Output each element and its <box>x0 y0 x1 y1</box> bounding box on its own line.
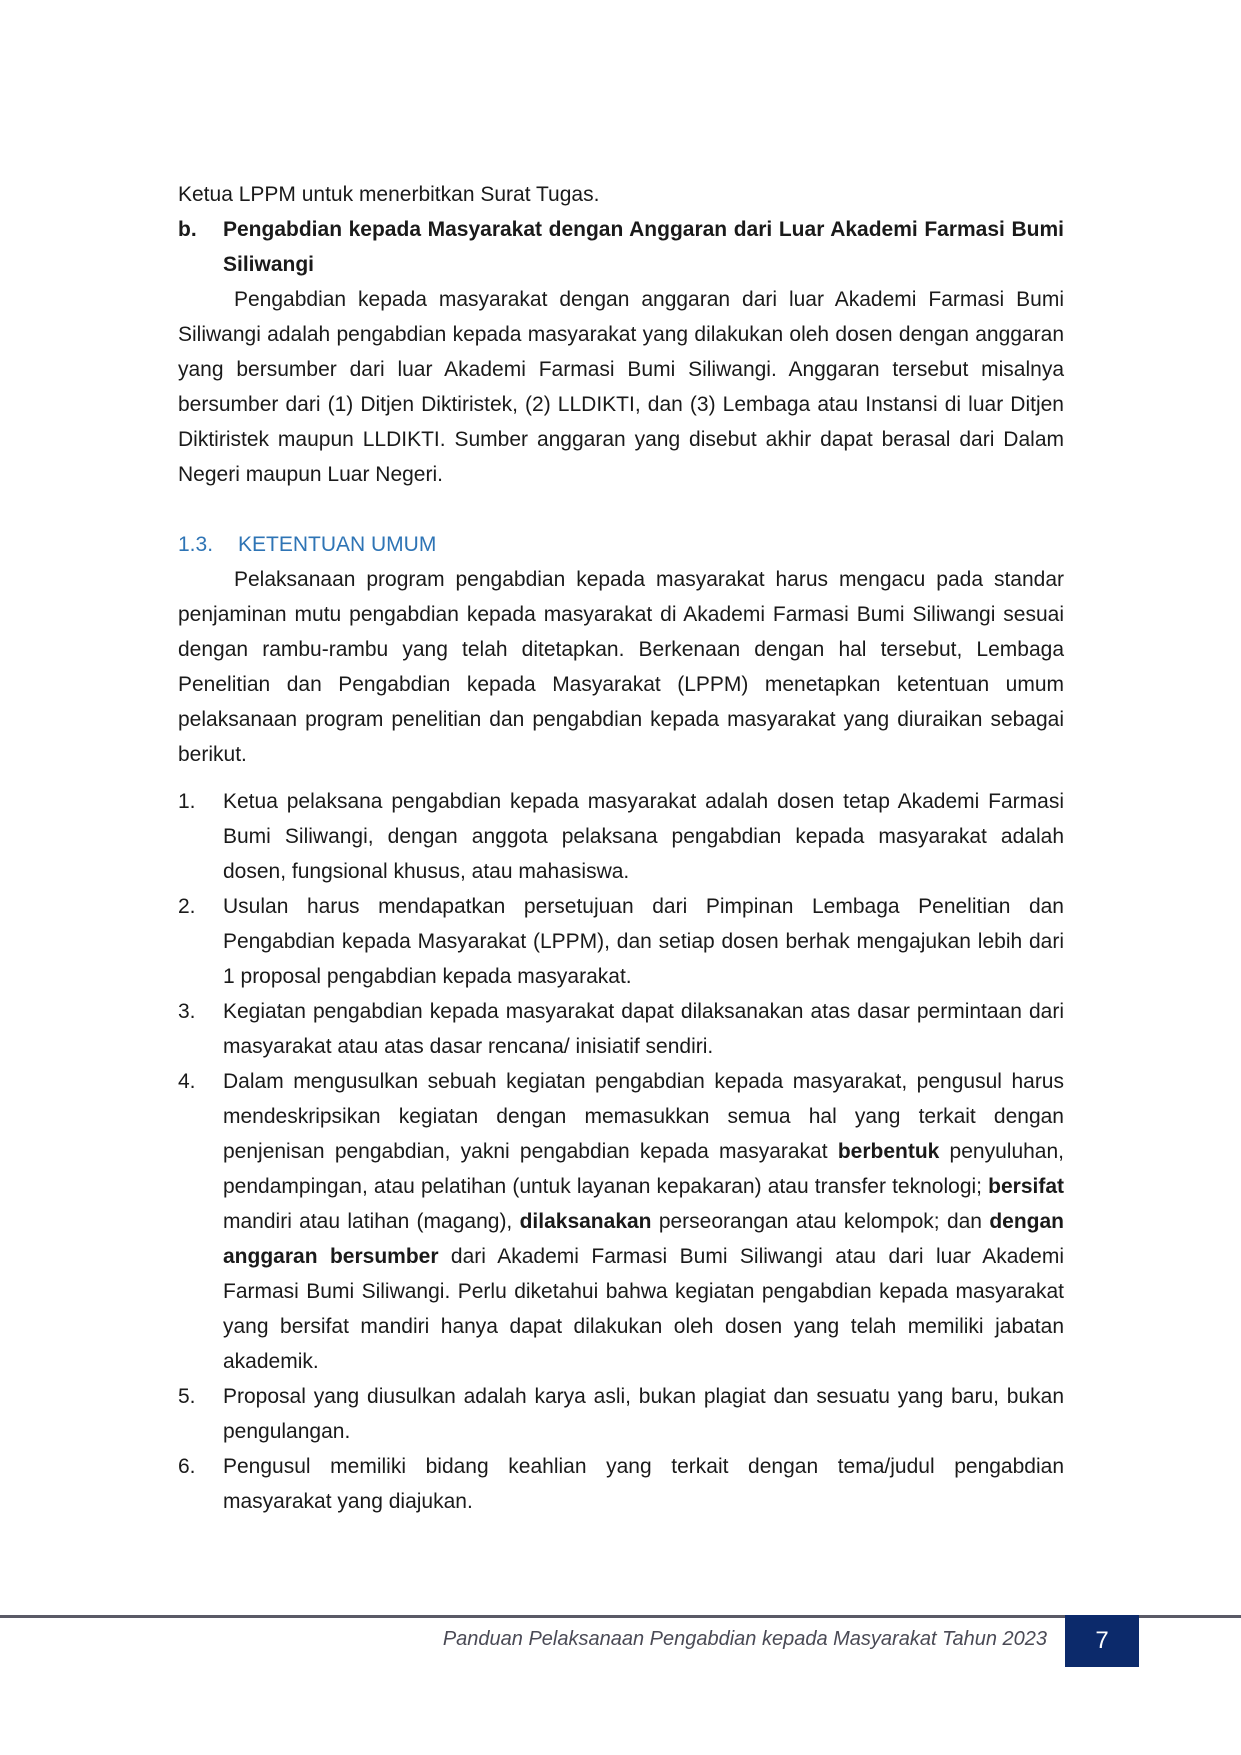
list-item <box>178 889 1064 994</box>
rules-list <box>178 784 1064 1519</box>
list-item-text: Kegiatan pengabdian kepada masyarakat dapat dilaksanakan atas dasar permintaan dari masyarakat atau atas dasar rencana/ inisiatif sendiri. <box>223 1000 1064 1058</box>
subsection-b-paragraph: Pengabdian kepada masyarakat dengan anggaran dari luar Akademi Farmasi Bumi Siliwangi adalah pengabdian kepada masyarakat yang dilakukan oleh dosen dengan anggaran yang bersumber dari luar Akademi Farmasi Bumi Siliwangi. Anggaran tersebut misalnya bersumber dari (1) Ditjen Diktiristek, (2) LLDIKTI, dan (3) Lembaga atau Instansi di luar Ditjen Diktiristek maupun LLDIKTI. Sumber anggaran yang disebut akhir dapat berasal dari Dalam Negeri maupun Luar Negeri. <box>178 288 1064 486</box>
section-intro: Pelaksanaan program pengabdian kepada masyarakat harus mengacu pada standar penjaminan mutu pengabdian kepada masyarakat di Akademi Farmasi Bumi Siliwangi sesuai dengan rambu-rambu yang telah ditetapkan. Berkenaan dengan hal tersebut, Lembaga Penelitian dan Pengabdian kepada Masyarakat (LPPM) menetapkan ketentuan umum pelaksanaan program penelitian dan pengabdian kepada masyarakat yang diuraikan sebagai berikut. <box>178 568 1064 766</box>
text-run: Dalam mengusulkan sebuah kegiatan pengabdian kepada masyarakat, pengusul harus mendeskripsikan kegiatan dengan memasukkan semua hal yang terkait dengan penjenisan pengabdian, yakni pengabdian kepada masyarakat <box>223 1070 1064 1163</box>
list-item-text: Ketua pelaksana pengabdian kepada masyarakat adalah dosen tetap Akademi Farmasi Bumi Siliwangi, dengan anggota pelaksana pengabdian kepada masyarakat adalah dosen, fungsional khusus, atau mahasiswa. <box>223 790 1064 883</box>
subsection-title: Pengabdian kepada Masyarakat dengan Anggaran dari Luar Akademi Farmasi Bumi Siliwangi <box>223 218 1064 276</box>
text-run: mandiri atau latihan (magang), <box>223 1210 520 1233</box>
text-run: dari Akademi Farmasi Bumi Siliwangi atau dari luar Akademi Farmasi Bumi Siliwangi. Perlu diketahui bahwa kegiatan pengabdian kepada masyarakat yang bersifat mandiri hanya dapat dilakukan oleh dosen yang telah memiliki jabatan akademik. <box>223 1245 1064 1373</box>
list-item-number: 4. <box>178 1070 196 1093</box>
section-heading <box>178 527 1064 562</box>
subsection-marker: b. <box>178 218 197 241</box>
text-run: perseorangan atau kelompok; dan <box>651 1210 990 1233</box>
bold-term: berbentuk <box>837 1140 940 1163</box>
subsection-b-heading <box>178 212 1064 282</box>
list-item-number: 1. <box>178 790 196 813</box>
list-item-text: Usulan harus mendapatkan persetujuan dari Pimpinan Lembaga Penelitian dan Pengabdian kepada Masyarakat (LPPM), dan setiap dosen berhak mengajukan lebih dari 1 proposal pengabdian kepada masyarakat. <box>223 895 1064 988</box>
list-item <box>178 1449 1064 1519</box>
text-run: penyuluhan, pendampingan, atau pelatihan (untuk layanan kepakaran) atau transfer teknologi; <box>223 1140 1064 1198</box>
bold-term: bersifat <box>988 1175 1064 1198</box>
list-item-number: 2. <box>178 895 196 918</box>
list-item-number: 5. <box>178 1385 196 1408</box>
list-item <box>178 1064 1064 1379</box>
list-item-text <box>223 1064 1064 1379</box>
section-title: KETENTUAN UMUM <box>238 533 437 556</box>
list-item <box>178 784 1064 889</box>
list-item-text: Pengusul memiliki bidang keahlian yang terkait dengan tema/judul pengabdian masyarakat yang diajukan. <box>223 1455 1064 1513</box>
list-item <box>178 1379 1064 1449</box>
page-number: 7 <box>1065 1615 1139 1667</box>
list-item <box>178 994 1064 1064</box>
bold-term: dilaksanakan <box>519 1210 652 1233</box>
bold-term: dengan anggaran bersumber <box>223 1210 1064 1268</box>
footer-divider <box>0 1615 1241 1618</box>
list-item-text: Proposal yang diusulkan adalah karya asli, bukan plagiat dan sesuatu yang baru, bukan pengulangan. <box>223 1385 1064 1443</box>
list-item-number: 3. <box>178 1000 196 1023</box>
section-number: 1.3. <box>178 533 214 556</box>
page-body <box>178 177 1064 1519</box>
continuation-text: Ketua LPPM untuk menerbitkan Surat Tugas. <box>178 183 600 206</box>
footer-title: Panduan Pelaksanaan Pengabdian kepada Masyarakat Tahun 2023 <box>442 1628 1047 1650</box>
list-item-number: 6. <box>178 1455 196 1478</box>
